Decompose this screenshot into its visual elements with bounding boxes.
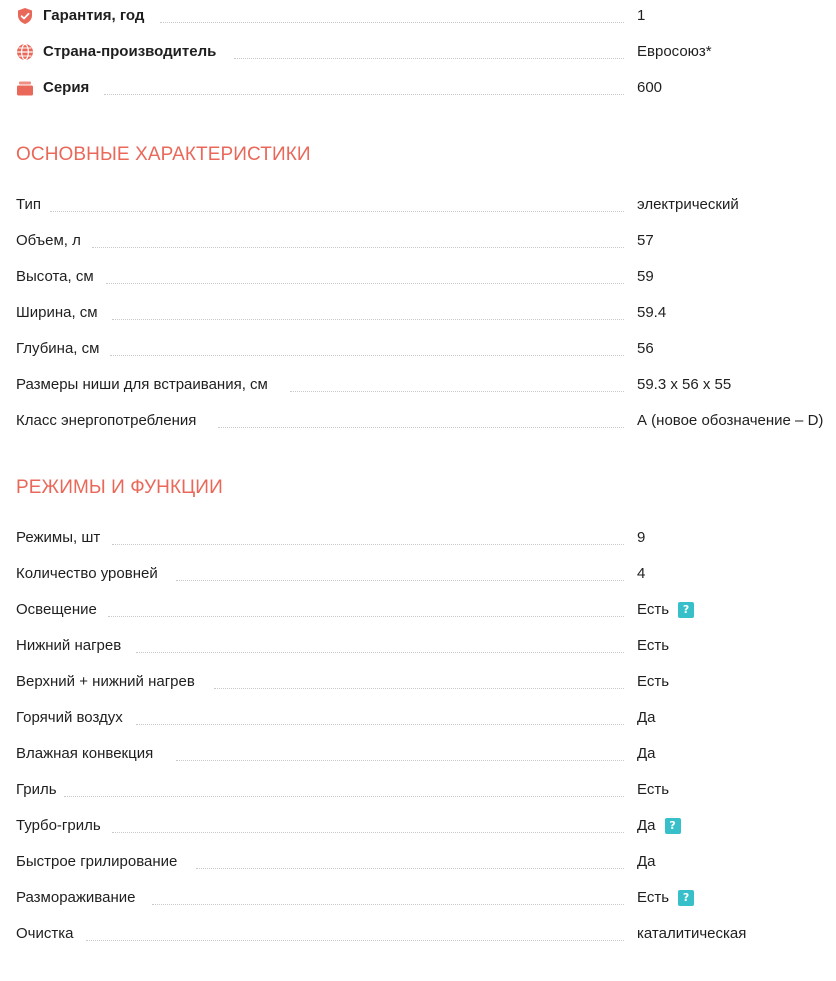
dotted-leader — [112, 832, 624, 833]
spec-name — [16, 636, 121, 656]
spec-name — [16, 816, 101, 836]
spec-row-series — [0, 72, 836, 108]
spec-value — [637, 564, 645, 584]
spec-name — [16, 564, 158, 584]
spec-value-text: 1 — [637, 7, 646, 24]
spec-value — [637, 744, 656, 764]
spec-value — [637, 267, 654, 287]
spec-label: Быстрое грилирование — [16, 853, 178, 870]
dotted-leader — [218, 427, 624, 428]
spec-row — [0, 522, 836, 558]
spec-value — [637, 780, 669, 800]
spec-value — [637, 303, 666, 323]
spec-row — [0, 774, 836, 810]
spec-row — [0, 882, 836, 918]
spec-label: Высота, см — [16, 268, 94, 285]
spec-value — [637, 852, 656, 872]
spec-row — [0, 738, 836, 774]
spec-row — [0, 405, 836, 441]
spec-label: Освещение — [16, 601, 97, 618]
dotted-leader — [214, 688, 624, 689]
spec-label: Глубина, см — [16, 340, 100, 357]
dotted-leader — [160, 22, 624, 23]
spec-label: Страна-производитель — [43, 43, 217, 60]
spec-value — [637, 636, 669, 656]
spec-label: Размораживание — [16, 889, 136, 906]
spec-value-text: Да — [637, 817, 656, 834]
spec-value — [637, 816, 681, 836]
help-icon[interactable]: ? — [678, 890, 694, 906]
dotted-leader — [92, 247, 624, 248]
spec-row — [0, 810, 836, 846]
spec-value — [637, 231, 654, 251]
spec-label: Горячий воздух — [16, 709, 123, 726]
spec-value-text: Евросоюз* — [637, 43, 712, 60]
spec-name — [16, 231, 81, 251]
spec-name — [16, 303, 98, 323]
spec-name — [16, 852, 177, 872]
dotted-leader — [176, 760, 624, 761]
spec-row — [0, 846, 836, 882]
spec-value — [637, 42, 712, 62]
spec-label: Нижний нагрев — [16, 637, 122, 654]
spec-value — [637, 708, 656, 728]
spec-name — [16, 195, 41, 215]
spec-value-text: 59.4 — [637, 304, 667, 321]
spec-label: Класс энергопотребления — [16, 412, 197, 429]
spec-row — [0, 225, 836, 261]
help-icon[interactable]: ? — [665, 818, 681, 834]
spec-value-text: Есть — [637, 601, 670, 618]
spec-row — [0, 333, 836, 369]
dotted-leader — [104, 94, 624, 95]
spec-value — [637, 195, 739, 215]
spec-row — [0, 630, 836, 666]
spec-name — [16, 708, 123, 728]
spec-label: Ширина, см — [16, 304, 98, 321]
spec-value-text: 56 — [637, 340, 654, 357]
dotted-leader — [112, 544, 624, 545]
spec-label: Влажная конвекция — [16, 745, 154, 762]
spec-name — [16, 42, 216, 62]
dotted-leader — [234, 58, 624, 59]
spec-value-text: 57 — [637, 232, 654, 249]
spec-value-text: Есть — [637, 637, 670, 654]
spec-name — [16, 528, 100, 548]
spec-value-text: Да — [637, 709, 656, 726]
spec-row-country — [0, 36, 836, 72]
dotted-leader — [110, 355, 624, 356]
spec-row — [0, 189, 836, 225]
spec-value-text: 59.3 x 56 x 55 — [637, 376, 732, 393]
spec-name — [16, 78, 89, 98]
spec-row — [0, 261, 836, 297]
spec-row — [0, 558, 836, 594]
spec-name — [16, 780, 57, 800]
spec-row-warranty — [0, 0, 836, 36]
spec-value — [637, 528, 645, 548]
spec-label: Верхний + нижний нагрев — [16, 673, 195, 690]
spec-label: Очистка — [16, 925, 74, 942]
spec-label: Режимы, шт — [16, 529, 101, 546]
spec-value-text: электрический — [637, 196, 739, 213]
spec-value — [637, 411, 823, 431]
section-title-main-specs: ОСНОВНЫЕ ХАРАКТЕРИСТИКИ — [16, 144, 311, 165]
spec-value-text: 600 — [637, 79, 663, 96]
spec-row — [0, 297, 836, 333]
globe-icon — [16, 43, 34, 61]
spec-value-text: Есть — [637, 889, 670, 906]
spec-row — [0, 918, 836, 954]
spec-value — [637, 375, 731, 395]
spec-name — [16, 375, 268, 395]
dotted-leader — [108, 616, 624, 617]
dotted-leader — [152, 904, 624, 905]
dotted-leader — [136, 724, 624, 725]
spec-label: Объем, л — [16, 232, 81, 249]
spec-value — [637, 600, 694, 620]
spec-label: Количество уровней — [16, 565, 158, 582]
spec-label: Тип — [16, 196, 42, 213]
spec-value-text: каталитическая — [637, 925, 747, 942]
stack-icon — [16, 79, 34, 97]
spec-name — [16, 6, 144, 26]
spec-name — [16, 339, 99, 359]
spec-value — [637, 78, 662, 98]
spec-value-text: 59 — [637, 268, 654, 285]
spec-name — [16, 411, 196, 431]
help-icon[interactable]: ? — [678, 602, 694, 618]
spec-row — [0, 369, 836, 405]
spec-label: Гарантия, год — [43, 7, 145, 24]
spec-name — [16, 600, 97, 620]
spec-value-text: Да — [637, 745, 656, 762]
spec-row — [0, 702, 836, 738]
spec-label: Размеры ниши для встраивания, см — [16, 376, 268, 393]
spec-name — [16, 672, 195, 692]
dotted-leader — [136, 652, 624, 653]
spec-name — [16, 888, 135, 908]
spec-name — [16, 924, 73, 944]
spec-value — [637, 339, 654, 359]
spec-name — [16, 744, 153, 764]
spec-value-text: Есть — [637, 673, 670, 690]
spec-value — [637, 6, 645, 26]
spec-value-text: Есть — [637, 781, 670, 798]
section-title-modes-functions: РЕЖИМЫ И ФУНКЦИИ — [16, 477, 223, 498]
spec-value-text: 9 — [637, 529, 646, 546]
dotted-leader — [176, 580, 624, 581]
dotted-leader — [112, 319, 624, 320]
dotted-leader — [196, 868, 624, 869]
spec-value — [637, 672, 669, 692]
shield-check-icon — [16, 7, 34, 25]
dotted-leader — [290, 391, 624, 392]
spec-value-text: Да — [637, 853, 656, 870]
spec-value — [637, 888, 694, 908]
spec-label: Гриль — [16, 781, 57, 798]
spec-name — [16, 267, 94, 287]
dotted-leader — [86, 940, 624, 941]
spec-row — [0, 666, 836, 702]
spec-row — [0, 594, 836, 630]
spec-label: Серия — [43, 79, 90, 96]
spec-label: Турбо-гриль — [16, 817, 101, 834]
dotted-leader — [106, 283, 624, 284]
spec-value-text: 4 — [637, 565, 646, 582]
spec-value-text: А (новое обозначение – D) — [637, 412, 824, 429]
dotted-leader — [50, 211, 624, 212]
spec-value — [637, 924, 746, 944]
dotted-leader — [64, 796, 624, 797]
